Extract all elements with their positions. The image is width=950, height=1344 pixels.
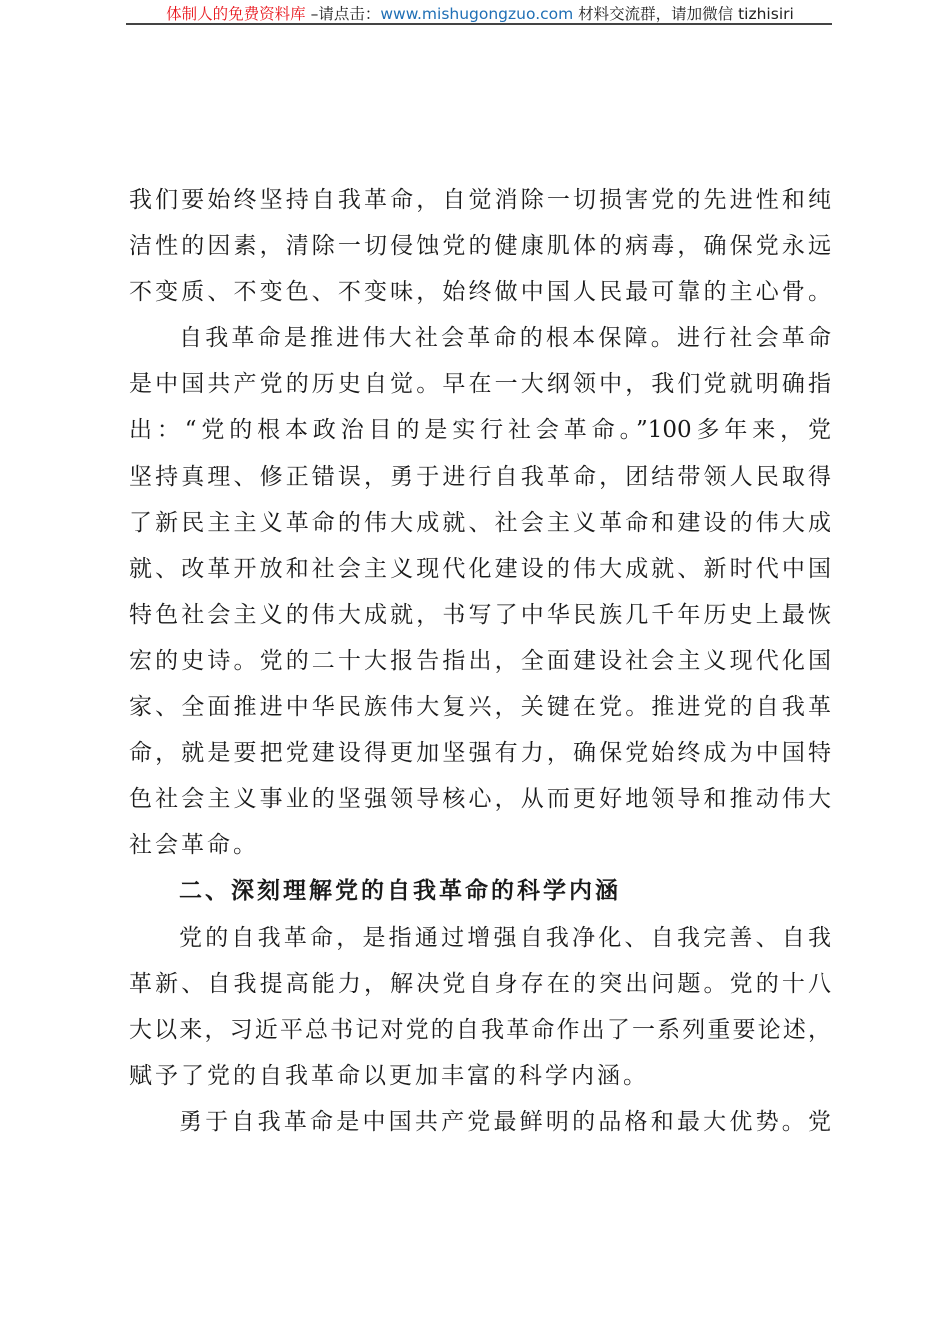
text-line: 洁性的因素，清除一切侵蚀党的健康肌体的病毒，确保党永远: [129, 233, 831, 260]
text-line: 坚持真理、修正错误，勇于进行自我革命，团结带领人民取得: [129, 463, 831, 490]
header-brand: 体制人的免费资料库: [166, 5, 306, 23]
text-line: 了新民主主义革命的伟大成就、社会主义革命和建设的伟大成: [129, 509, 831, 536]
document-body: [129, 183, 831, 1151]
text-line: 命，就是要把党建设得更加坚强有力，确保党始终成为中国特: [129, 740, 831, 767]
section-heading: 二、深刻理解党的自我革命的科学内涵: [179, 878, 621, 905]
text-line: 就、改革开放和社会主义现代化建设的伟大成就、新时代中国: [129, 555, 831, 582]
text-line: 赋予了党的自我革命以更加丰富的科学内涵。: [129, 1062, 649, 1089]
text-line: 宏的史诗。党的二十大报告指出，全面建设社会主义现代化国: [129, 647, 831, 674]
text-line: 社会革命。: [129, 832, 259, 859]
header-url-link[interactable]: www.mishugongzuo.com: [380, 5, 574, 23]
text-line: 自我革命是推进伟大社会革命的根本保障。进行社会革命: [179, 325, 831, 352]
text-line: 色社会主义事业的坚强领导核心，从而更好地领导和推动伟大: [129, 786, 831, 813]
text-line: 出：“党的根本政治目的是实行社会革命。”100多年来，党: [129, 417, 831, 444]
text-line: 是中国共产党的历史自觉。早在一大纲领中，我们党就明确指: [129, 371, 831, 398]
text-line: 勇于自我革命是中国共产党最鲜明的品格和最大优势。党: [179, 1108, 831, 1135]
text-line: 不变质、不变色、不变味，始终做中国人民最可靠的主心骨。: [129, 279, 831, 306]
text-line: 革新、自我提高能力，解决党自身存在的突出问题。党的十八: [129, 970, 831, 997]
text-line: 党的自我革命，是指通过增强自我净化、自我完善、自我: [179, 924, 831, 951]
text-line: 大以来，习近平总书记对党的自我革命作出了一系列重要论述，: [129, 1016, 831, 1043]
text-line: 家、全面推进中华民族伟大复兴，关键在党。推进党的自我革: [129, 694, 831, 721]
page-header: [128, 2, 832, 24]
text-line: 我们要始终坚持自我革命，自觉消除一切损害党的先进性和纯: [129, 187, 831, 213]
header-divider: [126, 23, 832, 25]
text-line: 特色社会主义的伟大成就，书写了中华民族几千年历史上最恢: [129, 601, 831, 628]
header-prompt: –请点击：: [305, 5, 381, 23]
header-contact: 材料交流群，请加微信 tizhisiri: [573, 5, 794, 23]
